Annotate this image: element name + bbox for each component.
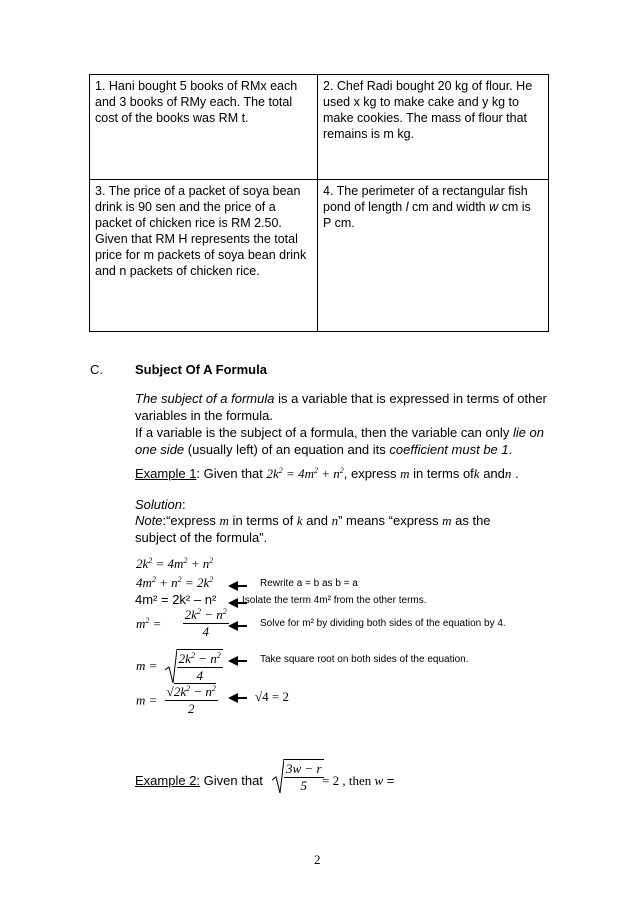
example2-label: Example 2: [135,773,201,788]
step5-equation: m = $\frac{2k^2 - n^2}{4}$ [136,648,223,684]
definition-term: The subject of a formula [135,391,275,406]
definition-text: is a variable that is expressed in terms of other variables in the formula. [135,391,547,423]
rule-text-e: . [508,442,513,457]
step5-note: Take square root on both sides of the equation. [260,654,469,665]
step6-equation: m = $\frac{√2k^2 - n^2}{2}$ [136,684,216,716]
note-text-d: and [302,513,332,528]
page-number: 2 [314,852,321,867]
example1-text-a: : Given that [196,466,267,481]
step6-note: √4 = 2 [255,689,289,704]
question-cell-1: 1. Hani bought 5 books of RMx each and 3 books of RMy each. The total cost of the books was RM t. [90,75,318,180]
note-text-f: as the [451,513,491,528]
note-text-e: ” means “express [338,513,443,528]
step6-arrow-icon [228,689,247,707]
note-text-c: in terms of [228,513,297,528]
example2-text-c: = [383,773,395,788]
rule-text-a: If a variable is the subject of a formula, then the variable can only [135,425,513,440]
example1-text-c: in terms of [409,466,474,481]
question-cell-3: 3. The price of a packet of soya bean drink is 90 sen and the price of a packet of chicken rice is RM 2.50. Given that RM H represents the total price for m packets of soya bean drink and n packets of chicken rice. [90,180,318,332]
var-n: n [504,466,512,481]
example2-statement [135,772,263,789]
sqrt-sign-icon [165,648,177,684]
section-letter: C. [90,362,103,377]
note-word: Note [135,513,163,528]
example1-statement [135,465,519,482]
step2-note: Rewrite a = b as b = a [260,578,358,589]
step2-equation: $4m^2 + n^2 = 2k^2$ [136,575,214,590]
solution-word: Solution [135,497,182,512]
note-text-g: subject of the formula”. [135,530,268,545]
example2-var: w [374,773,384,788]
example1-label: Example 1 [135,466,197,481]
step4-equation: $m^2$ = $\frac{2k^2 - n^2}{4}$ [136,607,227,639]
question-cell-4: 4. The perimeter of a rectangular fish pond of length l cm and width w cm is P cm. [318,180,549,332]
example1-text-d: and [479,466,505,481]
question-cell-2: 2. Chef Radi bought 20 kg of flour. He used x kg to make cake and y kg to make cookies. The mass of flour that remains is m kg. [318,75,549,180]
rule-text-b: lie on one side [135,425,545,457]
step3-note: Isolate the term 4m² from the other terms. [242,595,427,606]
rule-text-c: (usually left) of an equation and its [184,442,390,457]
example2-tail [322,772,394,789]
example2-equation: $\frac{3w - r}{5}$ [272,758,324,794]
definition-paragraph [135,390,555,458]
example1-equation: $2k^2 = 4m^2 + n^2$ [266,466,344,481]
rule-text-d: coefficient must be 1 [389,442,509,457]
solution-note: Note:“express m in terms of k and n” means “express m as the subject of the formula”. [135,513,491,545]
exercise-table [89,74,549,332]
step4-note: Solve for m² by dividing both sides of the equation by 4. [260,618,506,629]
example2-text-a: Given that [200,773,263,788]
step2-arrow-icon [228,577,247,595]
step1-equation: $2k^2 = 4m^2 + n^2$ [136,556,214,571]
example1-text-b: , express [343,466,401,481]
example1-text-e: . [511,466,519,481]
var-k: k [473,466,480,481]
step5-arrow-icon [228,652,247,670]
section-title: Subject Of A Formula [135,362,267,377]
step3-equation: 4m² = 2k² – n² [135,592,217,607]
solution-label: Solution: [135,497,186,512]
sqrt-sign-icon [272,758,284,794]
note-text-b: :“express [162,513,220,528]
step4-arrow-icon [228,617,247,635]
var-m: m [400,466,410,481]
example2-text-b: = 2 , then [322,773,375,788]
